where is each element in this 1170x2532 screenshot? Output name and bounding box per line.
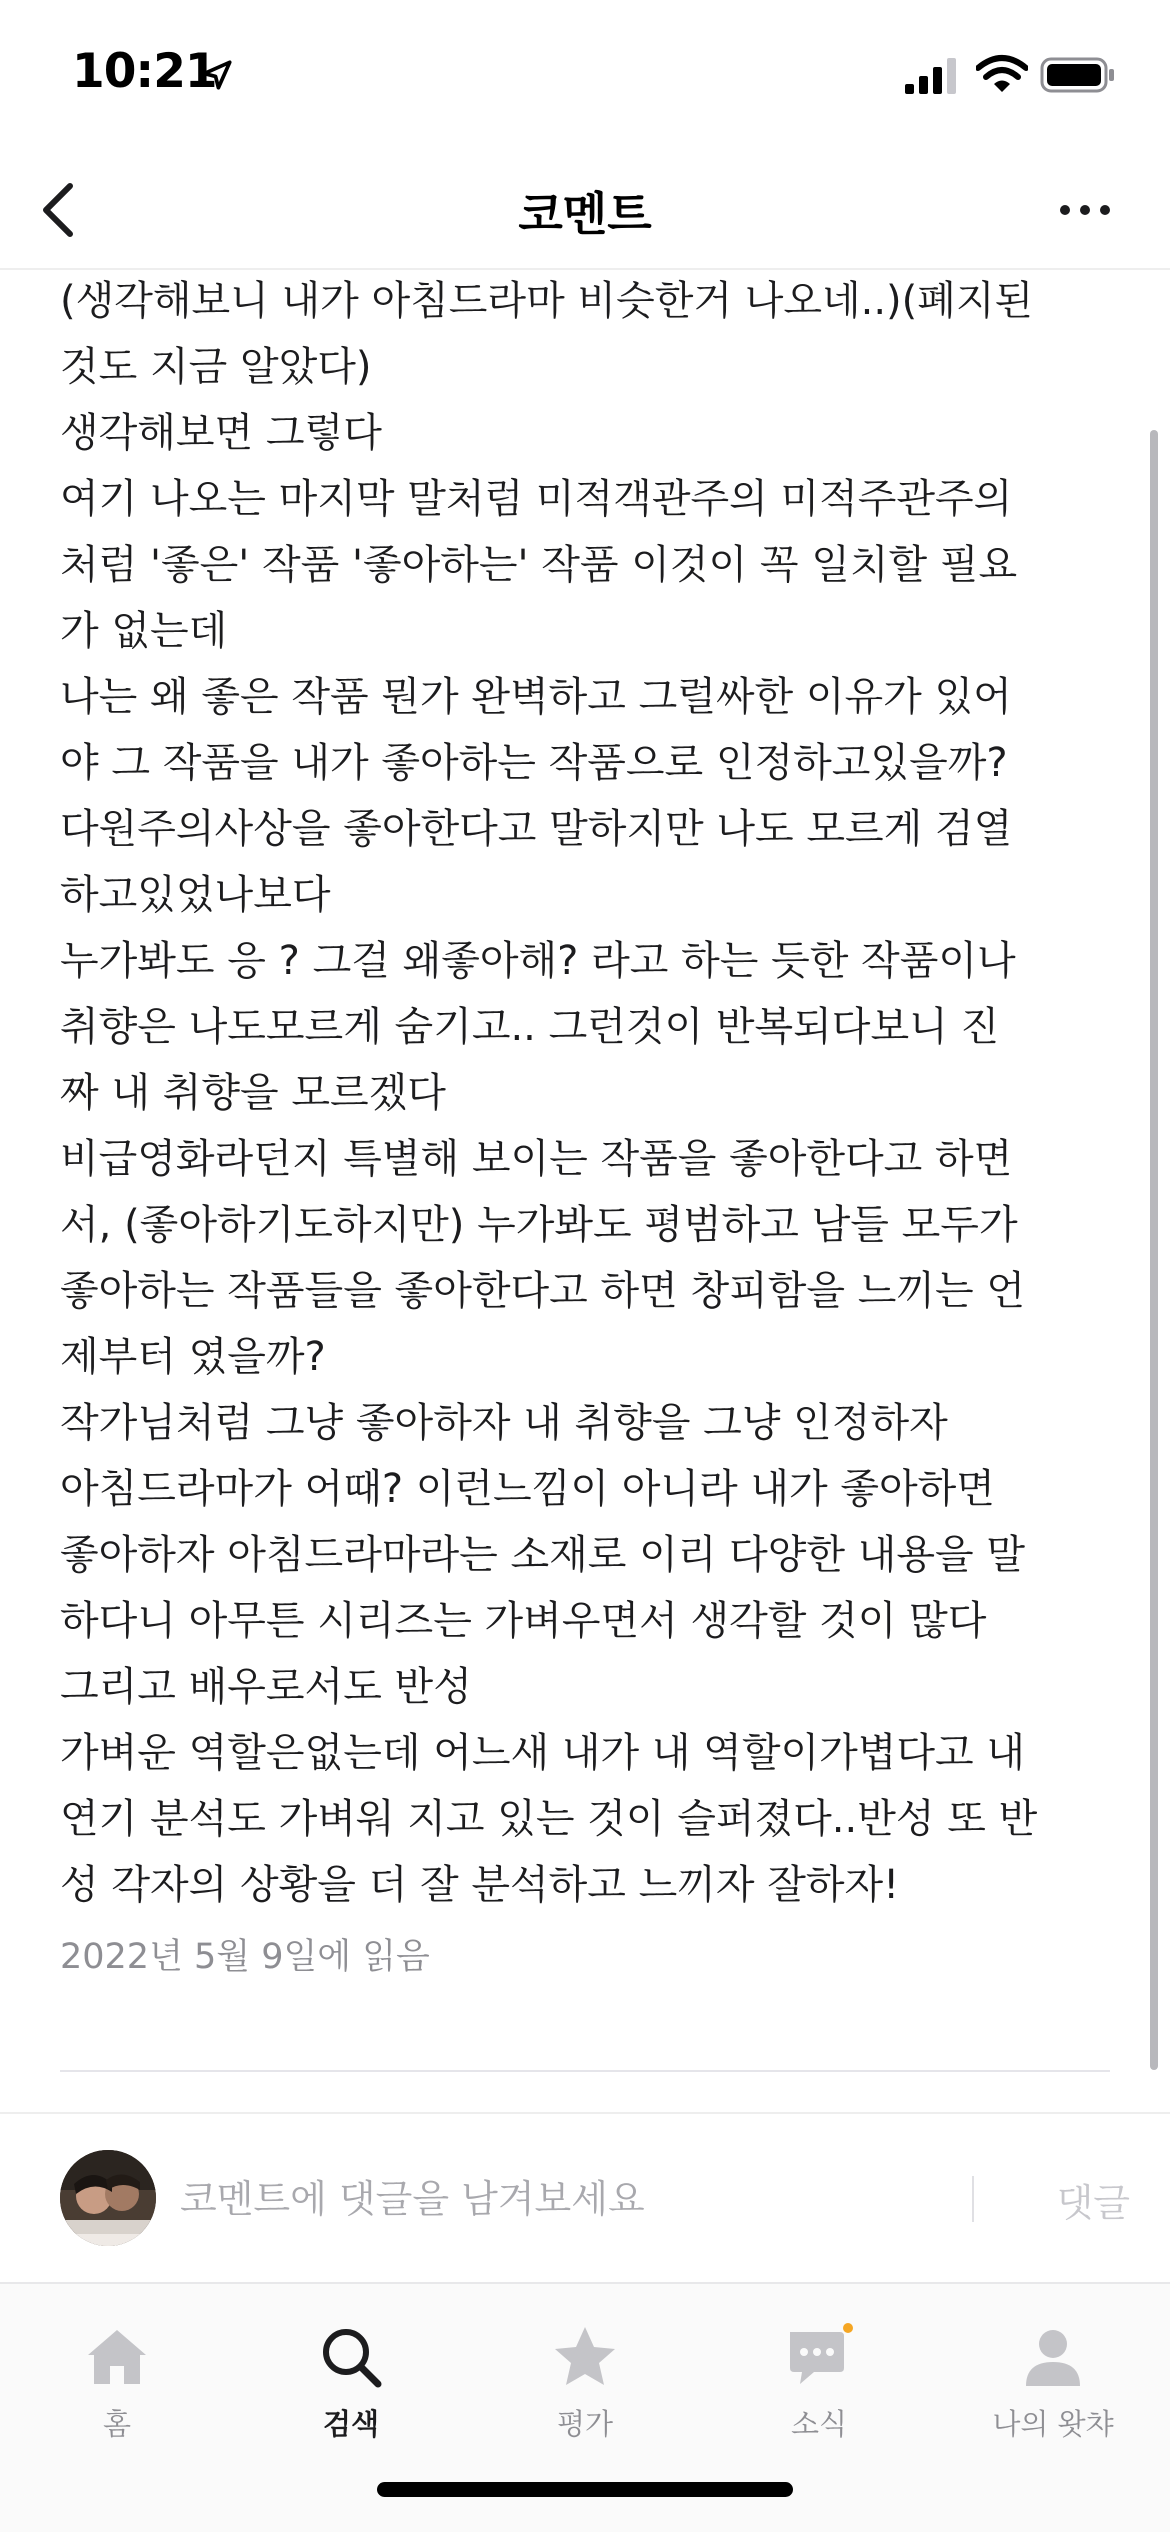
nav-header	[0, 150, 1170, 270]
comment-line: 것도 지금 알았다)	[60, 344, 372, 390]
cellular-signal-icon	[905, 58, 957, 94]
comment-line: 서, (좋아하기도하지만) 누가봐도 평범하고 남들 모두가	[60, 1202, 1018, 1248]
comment-line: 누가봐도 응 ? 그걸 왜좋아해? 라고 하는 듯한 작품이나	[60, 938, 1016, 984]
location-arrow-icon	[200, 58, 234, 92]
comment-line: (생각해보니 내가 아침드라마 비슷한거 나오네..)(폐지된	[60, 278, 1034, 324]
home-icon	[82, 2322, 152, 2392]
comment-line: 그리고 배우로서도 반성	[60, 1664, 472, 1710]
search-icon	[316, 2322, 386, 2392]
comment-line: 하다니 아무튼 시리즈는 가벼우면서 생각할 것이 많다	[60, 1598, 987, 1644]
reply-bar	[0, 2112, 1170, 2282]
comment-line: 생각해보면 그렇다	[60, 410, 382, 456]
comment-content[interactable]	[0, 270, 1170, 2110]
comment-line: 연기 분석도 가벼워 지고 있는 것이 슬퍼졌다..반성 또 반	[60, 1796, 1038, 1842]
comment-line: 아침드라마가 어때? 이런느낌이 아니라 내가 좋아하면	[60, 1466, 995, 1512]
reply-separator	[972, 2176, 974, 2222]
star-icon	[550, 2322, 620, 2392]
comment-line: 좋아하는 작품들을 좋아한다고 하면 창피함을 느끼는 언	[60, 1268, 1026, 1314]
tab-search[interactable]	[234, 2304, 468, 2454]
profile-icon	[1018, 2322, 1088, 2392]
avatar	[60, 2150, 156, 2246]
comment-line: 비급영화라던지 특별해 보이는 작품을 좋아한다고 하면	[60, 1136, 1013, 1182]
avatar-image-icon	[60, 2150, 156, 2246]
reply-input[interactable]	[180, 2164, 940, 2234]
tab-my-watcha[interactable]	[936, 2304, 1170, 2454]
comment-line: 여기 나오는 마지막 말처럼 미적객관주의 미적주관주의	[60, 476, 1013, 522]
tab-news[interactable]	[702, 2304, 936, 2454]
comment-line: 처럼 '좋은' 작품 '좋아하는' 작품 이것이 꼭 일치할 필요	[60, 542, 1018, 588]
tab-home-label: 홈	[102, 2407, 131, 2441]
comment-line: 가 없는데	[60, 608, 228, 654]
comment-line: 나는 왜 좋은 작품 뭔가 완벽하고 그럴싸한 이유가 있어	[60, 674, 1012, 720]
chat-icon	[784, 2322, 854, 2392]
scrollbar[interactable]	[1150, 430, 1158, 2070]
comment-line: 제부터 였을까?	[60, 1334, 326, 1380]
status-time: 10:21	[72, 44, 217, 99]
comment-line: 짜 내 취향을 모르겠다	[60, 1070, 446, 1116]
read-date: 2022년 5월 9일에 읽음	[60, 1937, 430, 1977]
comment-line: 성 각자의 상황을 더 잘 분석하고 느끼자 잘하자!	[60, 1862, 900, 1908]
tab-rating[interactable]	[468, 2304, 702, 2454]
status-bar	[0, 0, 1170, 150]
home-indicator[interactable]	[377, 2482, 793, 2497]
reply-submit-button[interactable]: 댓글	[1000, 2166, 1130, 2232]
tab-news-label: 소식	[790, 2407, 848, 2441]
tab-search-label: 검색	[322, 2407, 380, 2441]
tab-rating-label: 평가	[556, 2407, 614, 2441]
section-divider	[60, 2070, 1110, 2072]
comment-line: 가벼운 역할은없는데 어느새 내가 내 역할이가볍다고 내	[60, 1730, 1026, 1776]
comment-line: 다원주의사상을 좋아한다고 말하지만 나도 모르게 검열	[60, 806, 1013, 852]
tab-my-watcha-label: 나의 왓챠	[992, 2407, 1114, 2441]
wifi-icon	[976, 54, 1028, 94]
comment-line: 취향은 나도모르게 숨기고.. 그런것이 반복되다보니 진	[60, 1004, 1000, 1050]
comment-line: 작가님처럼 그냥 좋아하자 내 취향을 그냥 인정하자	[60, 1400, 948, 1446]
more-options-icon[interactable]	[1050, 180, 1120, 240]
comment-body	[60, 270, 1120, 1982]
comment-line: 좋아하자 아침드라마라는 소재로 이리 다양한 내용을 말	[60, 1532, 1026, 1578]
comment-line: 하고있었나보다	[60, 872, 331, 918]
battery-icon	[1040, 56, 1116, 94]
tab-home[interactable]	[0, 2304, 234, 2454]
page-title: 코멘트	[518, 187, 652, 241]
comment-line: 야 그 작품을 내가 좋아하는 작품으로 인정하고있을까?	[60, 740, 1008, 786]
